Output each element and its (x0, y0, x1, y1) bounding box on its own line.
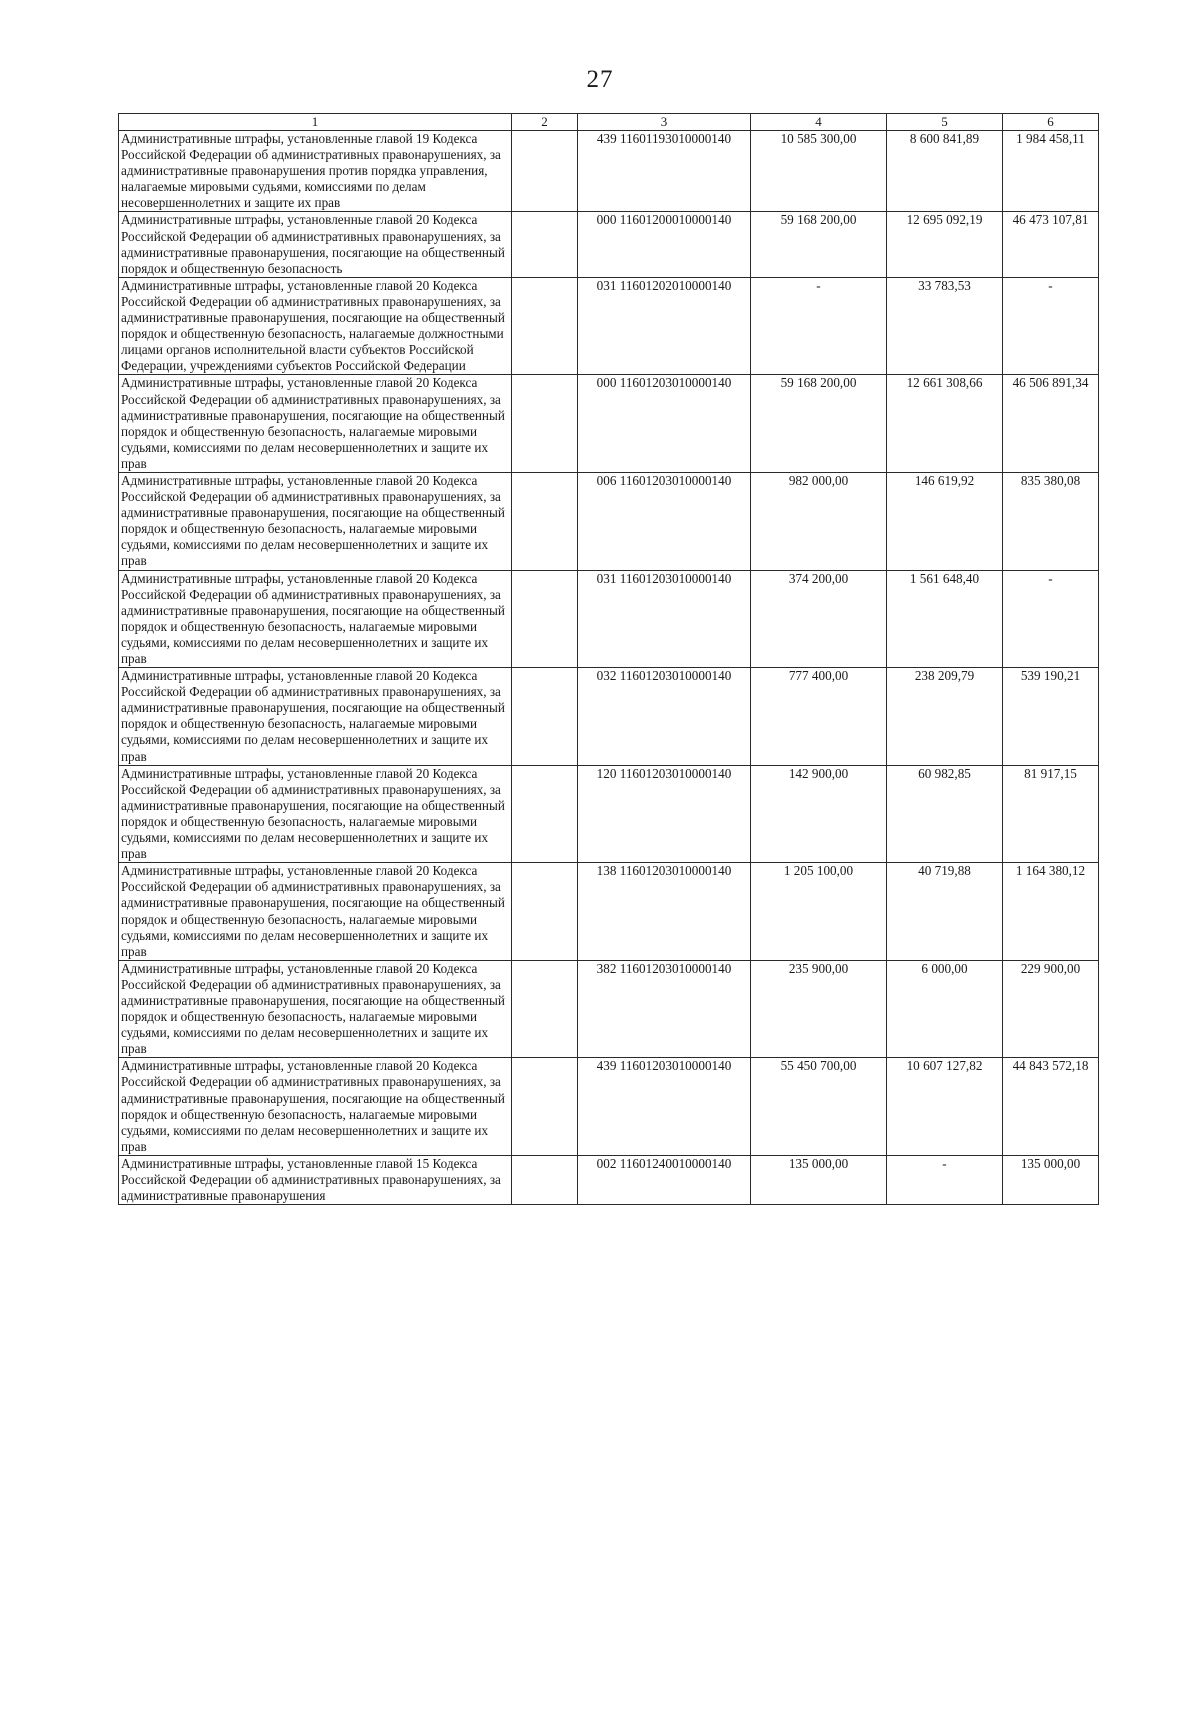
row-approved: 135 000,00 (751, 1155, 887, 1204)
row-approved: 777 400,00 (751, 668, 887, 766)
row-col2 (512, 1155, 578, 1204)
row-description: Административные штрафы, установленные главой 20 Кодекса Российской Федерации об административных правонарушениях, за административные правонарушения, посягающие на общественный порядок и общественную безопасность, налагаемые мировыми судьями, комиссиями по делам несовершеннолетних и защите их прав (119, 765, 512, 863)
row-description: Административные штрафы, установленные главой 20 Кодекса Российской Федерации об административных правонарушениях, за административные правонарушения, посягающие на общественный порядок и общественную безопасность, налагаемые мировыми судьями, комиссиями по делам несовершеннолетних и защите их прав (119, 863, 512, 961)
row-code: 138 11601203010000140 (578, 863, 751, 961)
table-row (119, 277, 1099, 375)
revenue-table (118, 113, 1099, 1205)
row-approved: 59 168 200,00 (751, 212, 887, 277)
row-description: Административные штрафы, установленные главой 15 Кодекса Российской Федерации об административных правонарушениях, за административные правонарушения (119, 1155, 512, 1204)
row-remaining: - (1003, 570, 1099, 668)
row-approved: 982 000,00 (751, 472, 887, 570)
row-executed: 60 982,85 (887, 765, 1003, 863)
row-description: Административные штрафы, установленные главой 20 Кодекса Российской Федерации об административных правонарушениях, за административные правонарушения, посягающие на общественный порядок и общественную безопасность, налагаемые мировыми судьями, комиссиями по делам несовершеннолетних и защите их прав (119, 472, 512, 570)
table-header-row (119, 114, 1099, 131)
row-description: Административные штрафы, установленные главой 20 Кодекса Российской Федерации об административных правонарушениях, за административные правонарушения, посягающие на общественный порядок и общественную безопасность, налагаемые мировыми судьями, комиссиями по делам несовершеннолетних и защите их прав (119, 570, 512, 668)
row-col2 (512, 277, 578, 375)
row-code: 032 11601203010000140 (578, 668, 751, 766)
row-approved: 59 168 200,00 (751, 375, 887, 473)
row-executed: 6 000,00 (887, 960, 1003, 1058)
row-code: 382 11601203010000140 (578, 960, 751, 1058)
row-approved: - (751, 277, 887, 375)
row-code: 006 11601203010000140 (578, 472, 751, 570)
row-remaining: 1 984 458,11 (1003, 131, 1099, 212)
table-row (119, 375, 1099, 473)
table-row (119, 1058, 1099, 1156)
row-code: 439 11601203010000140 (578, 1058, 751, 1156)
row-executed: 12 661 308,66 (887, 375, 1003, 473)
row-description: Административные штрафы, установленные главой 20 Кодекса Российской Федерации об административных правонарушениях, за административные правонарушения, посягающие на общественный порядок и общественную безопасность, налагаемые мировыми судьями, комиссиями по делам несовершеннолетних и защите их прав (119, 960, 512, 1058)
row-col2 (512, 212, 578, 277)
row-code: 000 11601203010000140 (578, 375, 751, 473)
row-approved: 10 585 300,00 (751, 131, 887, 212)
table-row (119, 212, 1099, 277)
row-remaining: 135 000,00 (1003, 1155, 1099, 1204)
row-col2 (512, 1058, 578, 1156)
row-col2 (512, 765, 578, 863)
row-description: Административные штрафы, установленные главой 20 Кодекса Российской Федерации об административных правонарушениях, за административные правонарушения, посягающие на общественный порядок и общественную безопасность, налагаемые мировыми судьями, комиссиями по делам несовершеннолетних и защите их прав (119, 375, 512, 473)
column-header-4: 4 (751, 114, 887, 131)
row-description: Административные штрафы, установленные главой 20 Кодекса Российской Федерации об административных правонарушениях, за административные правонарушения, посягающие на общественный порядок и общественную безопасность, налагаемые мировыми судьями, комиссиями по делам несовершеннолетних и защите их прав (119, 1058, 512, 1156)
row-col2 (512, 570, 578, 668)
row-approved: 235 900,00 (751, 960, 887, 1058)
table-row (119, 472, 1099, 570)
row-executed: 12 695 092,19 (887, 212, 1003, 277)
row-description: Административные штрафы, установленные главой 20 Кодекса Российской Федерации об административных правонарушениях, за административные правонарушения, посягающие на общественный порядок и общественную безопасность, налагаемые мировыми судьями, комиссиями по делам несовершеннолетних и защите их прав (119, 668, 512, 766)
row-remaining: 229 900,00 (1003, 960, 1099, 1058)
row-code: 000 11601200010000140 (578, 212, 751, 277)
table-row (119, 863, 1099, 961)
column-header-1: 1 (119, 114, 512, 131)
row-approved: 1 205 100,00 (751, 863, 887, 961)
row-executed: 1 561 648,40 (887, 570, 1003, 668)
row-remaining: 46 506 891,34 (1003, 375, 1099, 473)
column-header-3: 3 (578, 114, 751, 131)
row-approved: 374 200,00 (751, 570, 887, 668)
table-row (119, 1155, 1099, 1204)
row-remaining: 835 380,08 (1003, 472, 1099, 570)
row-code: 002 11601240010000140 (578, 1155, 751, 1204)
row-remaining: 1 164 380,12 (1003, 863, 1099, 961)
column-header-2: 2 (512, 114, 578, 131)
column-header-5: 5 (887, 114, 1003, 131)
table-row (119, 668, 1099, 766)
row-description: Административные штрафы, установленные главой 20 Кодекса Российской Федерации об административных правонарушениях, за административные правонарушения, посягающие на общественный порядок и общественную безопасность (119, 212, 512, 277)
table-row (119, 131, 1099, 212)
row-description: Административные штрафы, установленные главой 20 Кодекса Российской Федерации об административных правонарушениях, за административные правонарушения, посягающие на общественный порядок и общественную безопасность, налагаемые должностными лицами органов исполнительной власти субъектов Российской Федерации, учреждениями субъектов Российской Федерации (119, 277, 512, 375)
row-code: 439 11601193010000140 (578, 131, 751, 212)
row-col2 (512, 668, 578, 766)
column-header-6: 6 (1003, 114, 1099, 131)
row-remaining: - (1003, 277, 1099, 375)
row-approved: 142 900,00 (751, 765, 887, 863)
row-executed: 10 607 127,82 (887, 1058, 1003, 1156)
table-row (119, 960, 1099, 1058)
row-approved: 55 450 700,00 (751, 1058, 887, 1156)
row-code: 120 11601203010000140 (578, 765, 751, 863)
row-col2 (512, 375, 578, 473)
row-remaining: 539 190,21 (1003, 668, 1099, 766)
row-col2 (512, 472, 578, 570)
row-executed: 40 719,88 (887, 863, 1003, 961)
row-remaining: 44 843 572,18 (1003, 1058, 1099, 1156)
row-col2 (512, 863, 578, 961)
row-executed: 33 783,53 (887, 277, 1003, 375)
row-remaining: 46 473 107,81 (1003, 212, 1099, 277)
page-number: 27 (586, 66, 614, 93)
table-row (119, 570, 1099, 668)
row-col2 (512, 960, 578, 1058)
row-executed: 8 600 841,89 (887, 131, 1003, 212)
row-col2 (512, 131, 578, 212)
row-description: Административные штрафы, установленные главой 19 Кодекса Российской Федерации об административных правонарушениях, за административные правонарушения против порядка управления, налагаемые мировыми судьями, комиссиями по делам несовершеннолетних и защите их прав (119, 131, 512, 212)
row-remaining: 81 917,15 (1003, 765, 1099, 863)
table-row (119, 765, 1099, 863)
row-executed: - (887, 1155, 1003, 1204)
row-code: 031 11601202010000140 (578, 277, 751, 375)
row-code: 031 11601203010000140 (578, 570, 751, 668)
row-executed: 146 619,92 (887, 472, 1003, 570)
row-executed: 238 209,79 (887, 668, 1003, 766)
